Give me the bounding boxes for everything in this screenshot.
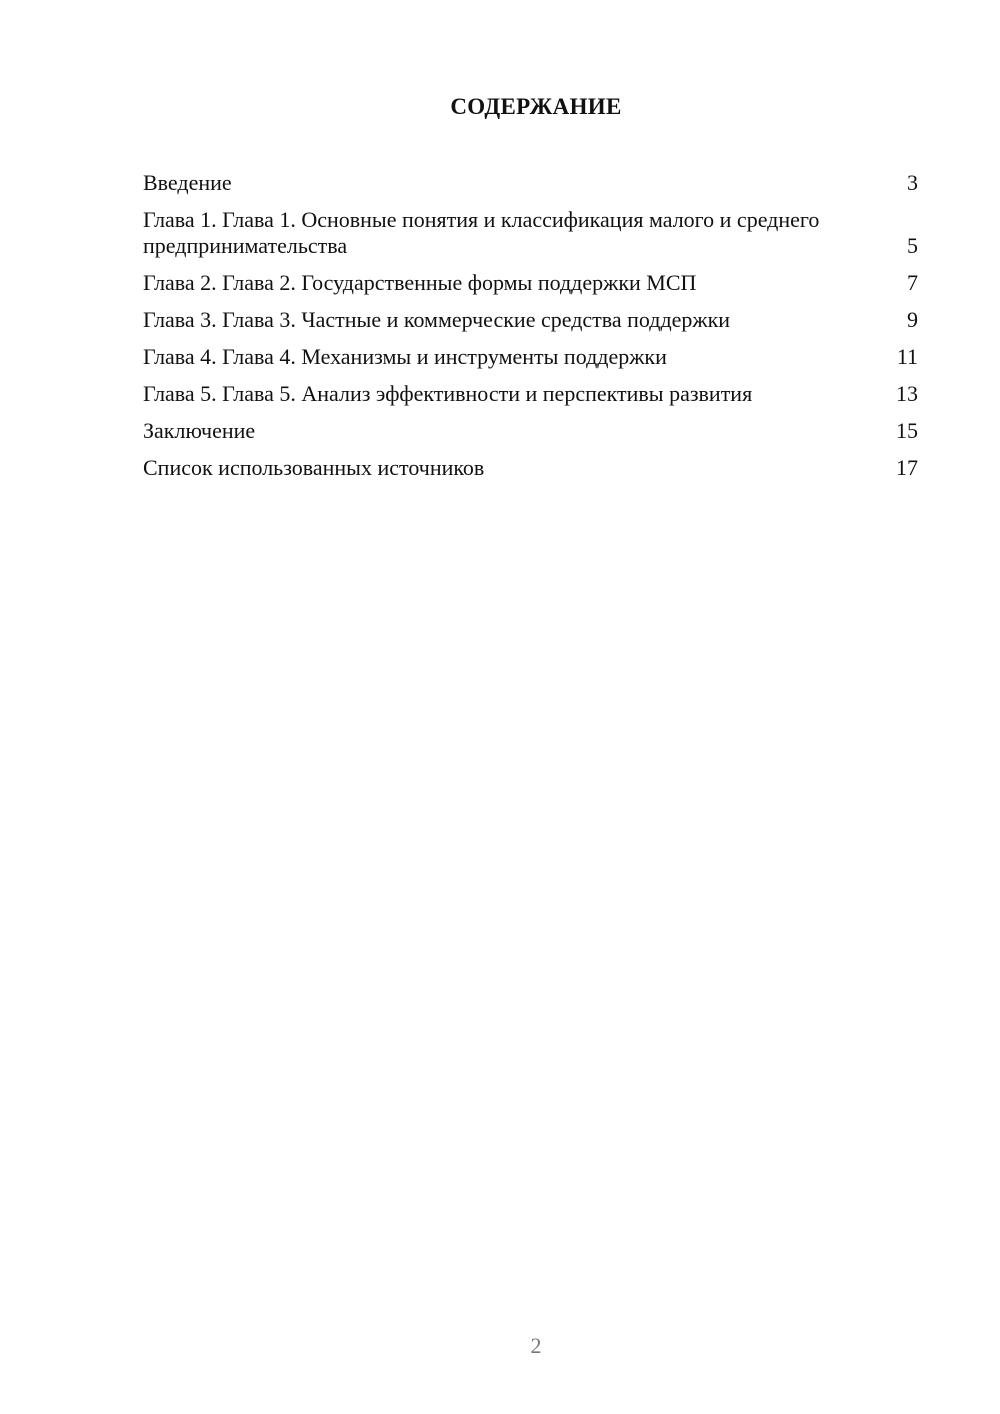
toc-entry-references[interactable] <box>143 455 918 481</box>
toc-entry-label: Список использованных источников <box>143 455 485 480</box>
toc-entry-label: Глава 2. Глава 2. Государственные формы поддержки МСП <box>143 270 697 295</box>
toc-entry-page: 7 <box>907 270 918 295</box>
toc-entry-introduction[interactable] <box>143 170 918 196</box>
toc-entry-page: 13 <box>896 381 918 406</box>
toc-entry-page: 15 <box>896 418 918 443</box>
toc-entry-chapter-5[interactable] <box>143 381 918 407</box>
toc-entry-page: 3 <box>907 170 918 195</box>
toc-entry-label: Глава 3. Глава 3. Частные и коммерческие средства поддержки <box>143 307 731 332</box>
toc-entry-conclusion[interactable] <box>143 418 918 444</box>
toc-entry-chapter-4[interactable] <box>143 344 918 370</box>
toc-entry-page: 5 <box>907 233 918 258</box>
toc-entry-page: 9 <box>907 307 918 332</box>
toc-entry-label: Глава 5. Глава 5. Анализ эффективности и перспективы развития <box>143 381 753 406</box>
toc-entry-page: 17 <box>896 455 918 480</box>
toc-entry-chapter-3[interactable] <box>143 307 918 333</box>
page-number: 2 <box>530 1333 542 1358</box>
toc-entry-label: Заключение <box>143 418 256 443</box>
toc-entry-label: Глава 1. Глава 1. Основные понятия и классификация малого и среднего предпринимательства <box>143 207 820 258</box>
toc-list <box>143 170 918 492</box>
toc-entry-page: 11 <box>896 344 918 369</box>
toc-entry-label: Глава 4. Глава 4. Механизмы и инструменты поддержки <box>143 344 667 369</box>
toc-title: СОДЕРЖАНИЕ <box>450 94 622 119</box>
toc-entry-label: Введение <box>143 170 232 195</box>
toc-entry-chapter-1[interactable] <box>143 207 918 259</box>
toc-entry-chapter-2[interactable] <box>143 270 918 296</box>
